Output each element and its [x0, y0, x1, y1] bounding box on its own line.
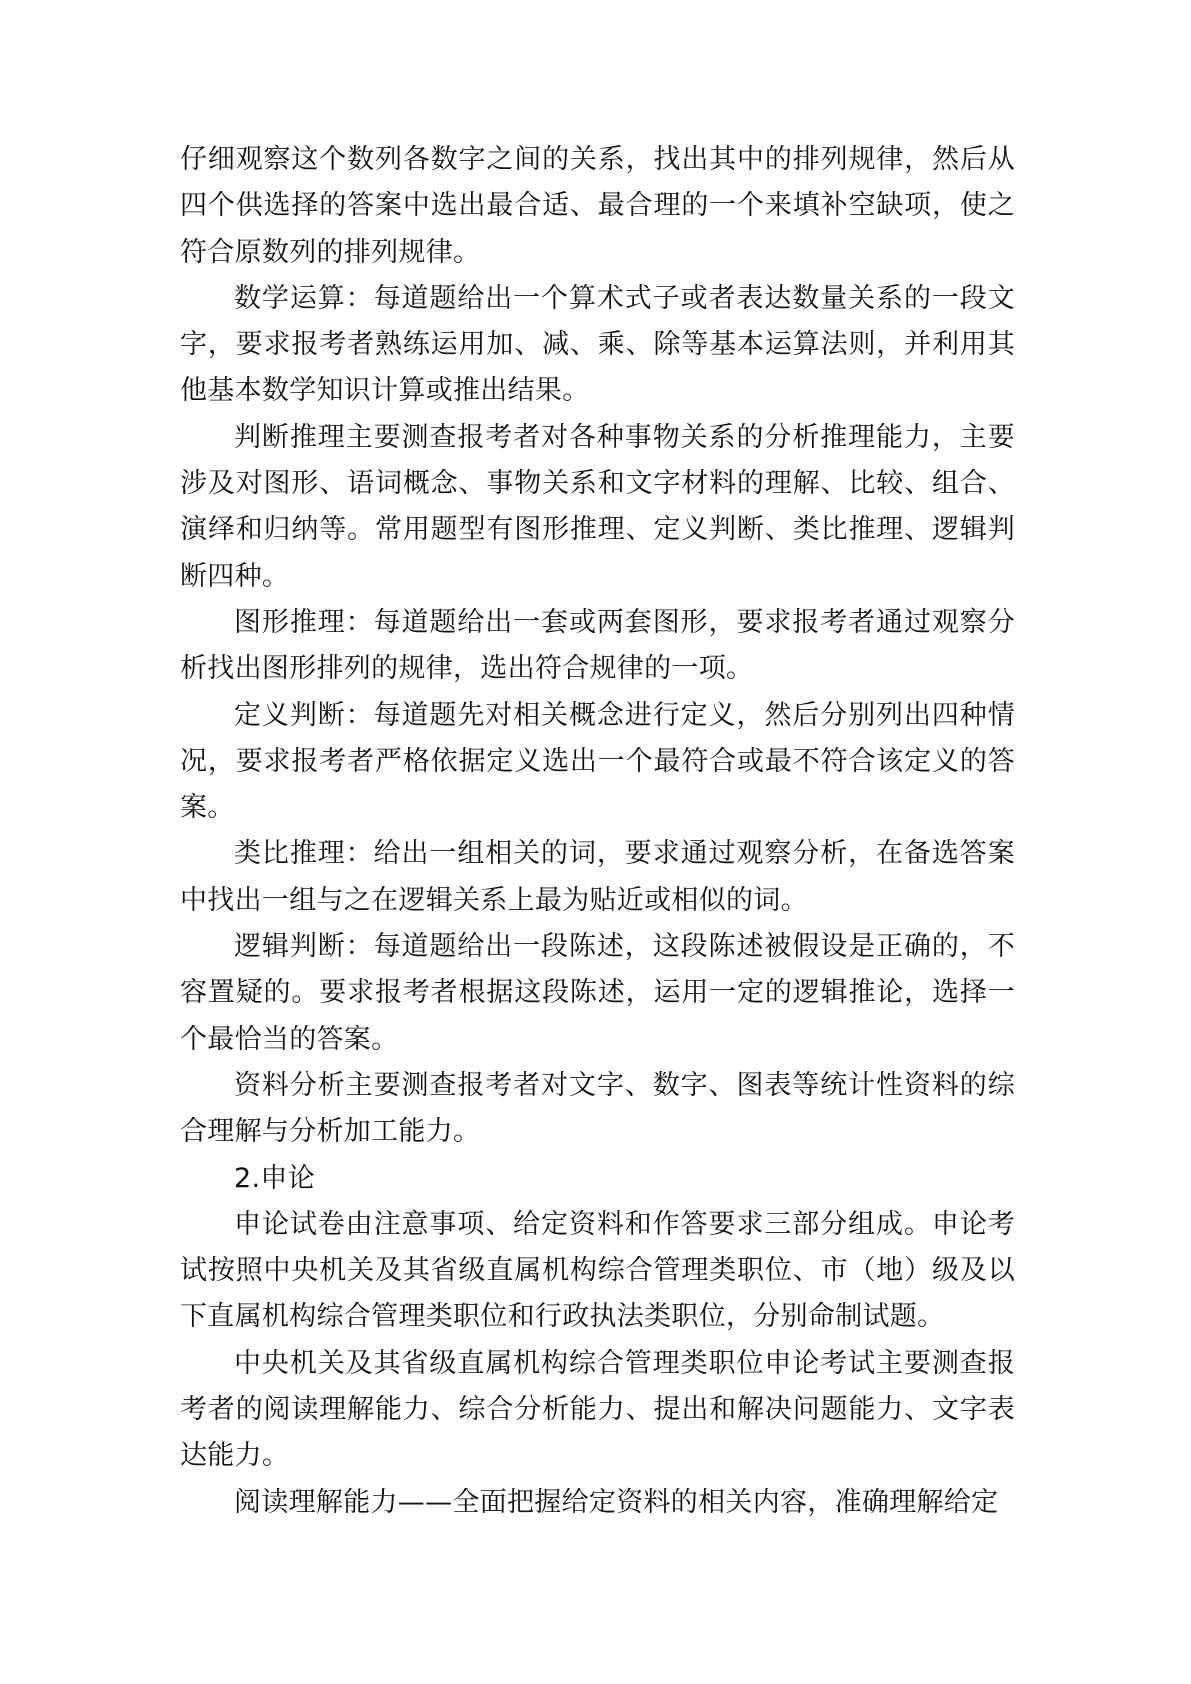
paragraph: 定义判断：每道题先对相关概念进行定义，然后分别列出四种情况，要求报考者严格依据定义选出一个最符合或最不符合该定义的答案。: [180, 699, 1015, 824]
body-text: [180, 137, 1015, 1526]
paragraph: 类比推理：给出一组相关的词，要求通过观察分析，在备选答案中找出一组与之在逻辑关系上最为贴近或相似的词。: [180, 838, 1015, 916]
section-heading: 2.申论: [234, 1162, 315, 1194]
paragraph: 中央机关及其省级直属机构综合管理类职位申论考试主要测查报考者的阅读理解能力、综合分析能力、提出和解决问题能力、文字表达能力。: [180, 1347, 1015, 1472]
paragraph: 阅读理解能力——全面把握给定资料的相关内容，准确理解给定: [234, 1486, 999, 1518]
paragraph: 资料分析主要测查报考者对文字、数字、图表等统计性资料的综合理解与分析加工能力。: [180, 1069, 1015, 1148]
paragraph: 仔细观察这个数列各数字之间的关系，找出其中的排列规律，然后从四个供选择的答案中选出最合适、最合理的一个来填补空缺项，使之符合原数列的排列规律。: [180, 144, 1015, 268]
paragraph: 数学运算：每道题给出一个算术式子或者表达数量关系的一段文字，要求报考者熟练运用加、减、乘、除等基本运算法则，并利用其他基本数学知识计算或推出结果。: [180, 282, 1015, 407]
paragraph: 判断推理主要测查报考者对各种事物关系的分析推理能力，主要涉及对图形、语词概念、事物关系和文字材料的理解、比较、组合、演绎和归纳等。常用题型有图形推理、定义判断、类比推理、逻辑判断四种。: [180, 421, 1015, 592]
paragraph: 逻辑判断：每道题给出一段陈述，这段陈述被假设是正确的，不容置疑的。要求报考者根据这段陈述，运用一定的逻辑推论，选择一个最恰当的答案。: [180, 931, 1015, 1055]
paragraph: 申论试卷由注意事项、给定资料和作答要求三部分组成。申论考试按照中央机关及其省级直属机构综合管理类职位、市（地）级及以下直属机构综合管理类职位和行政执法类职位，分别命制试题。: [180, 1208, 1015, 1333]
paragraph: 图形推理：每道题给出一套或两套图形，要求报考者通过观察分析找出图形排列的规律，选出符合规律的一项。: [180, 606, 1015, 685]
